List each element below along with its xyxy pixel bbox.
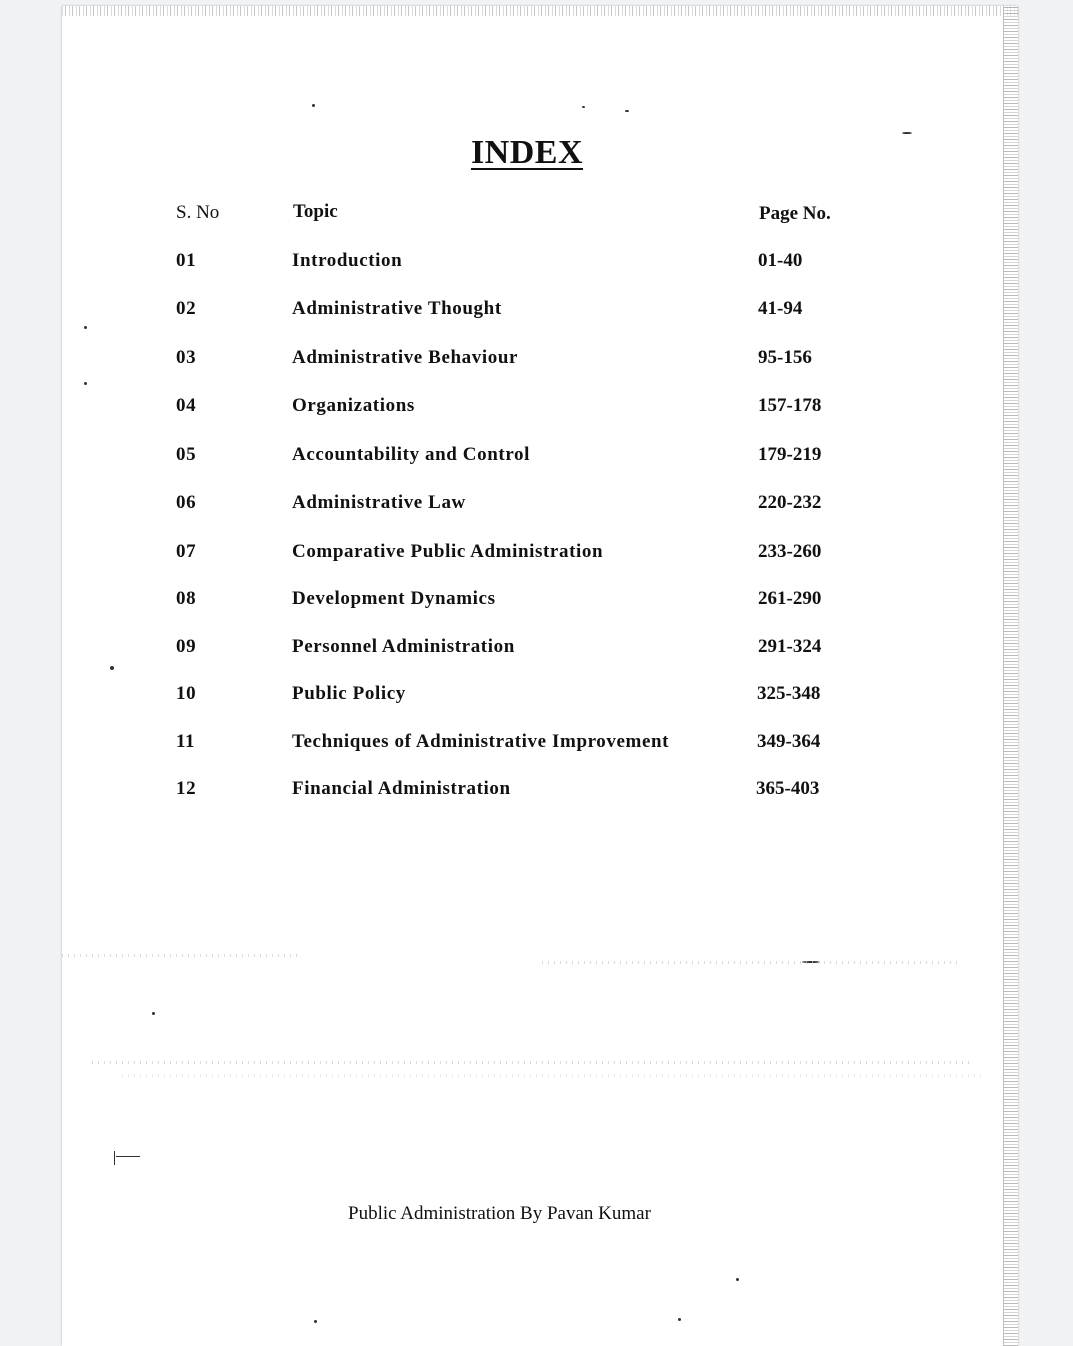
index-table [62,6,1018,1346]
row-page-range: 365-403 [756,778,820,799]
row-topic: Comparative Public Administration [292,541,604,562]
column-header-page: Page No. [759,203,831,224]
row-topic: Administrative Law [292,492,466,513]
scanned-page [62,6,1018,1346]
table-row [62,250,1018,280]
row-page-range: 220-232 [758,492,822,513]
row-serial-number: 07 [176,541,197,562]
row-topic: Introduction [292,250,403,271]
row-serial-number: 08 [176,588,197,609]
table-row [62,492,1018,522]
table-row [62,444,1018,474]
table-row [62,636,1018,666]
row-serial-number: 03 [176,347,197,368]
row-serial-number: 09 [176,636,197,657]
row-page-range: 233-260 [758,541,822,562]
table-row [62,347,1018,377]
row-topic: Techniques of Administrative Improvement [292,731,670,752]
row-serial-number: 12 [176,778,197,799]
table-row [62,731,1018,761]
table-row [62,395,1018,425]
row-topic: Organizations [292,395,415,416]
table-row [62,778,1018,808]
row-serial-number: 02 [176,298,197,319]
row-page-range: 01-40 [758,250,803,271]
column-header-topic: Topic [293,201,338,222]
row-serial-number: 05 [176,444,197,465]
row-serial-number: 04 [176,395,197,416]
table-row [62,588,1018,618]
row-topic: Public Policy [292,683,406,704]
table-row [62,298,1018,328]
table-row [62,541,1018,571]
table-row [62,683,1018,713]
row-serial-number: 11 [176,731,196,752]
row-page-range: 41-94 [758,298,803,319]
column-header-sno: S. No [176,202,220,223]
row-page-range: 179-219 [758,444,822,465]
row-page-range: 261-290 [758,588,822,609]
row-topic: Financial Administration [292,778,511,799]
row-serial-number: 06 [176,492,197,513]
page-title: INDEX [470,134,584,171]
row-topic: Development Dynamics [292,588,496,609]
row-topic: Administrative Thought [292,298,502,319]
page-footer: Public Administration By Pavan Kumar [348,1203,651,1224]
row-page-range: 291-324 [758,636,822,657]
row-page-range: 349-364 [757,731,821,752]
row-serial-number: 10 [176,683,197,704]
row-topic: Administrative Behaviour [292,347,519,368]
row-serial-number: 01 [176,250,197,271]
row-topic: Personnel Administration [292,636,515,657]
row-page-range: 95-156 [758,347,812,368]
row-topic: Accountability and Control [292,444,530,465]
row-page-range: 325-348 [757,683,821,704]
row-page-range: 157-178 [758,395,822,416]
